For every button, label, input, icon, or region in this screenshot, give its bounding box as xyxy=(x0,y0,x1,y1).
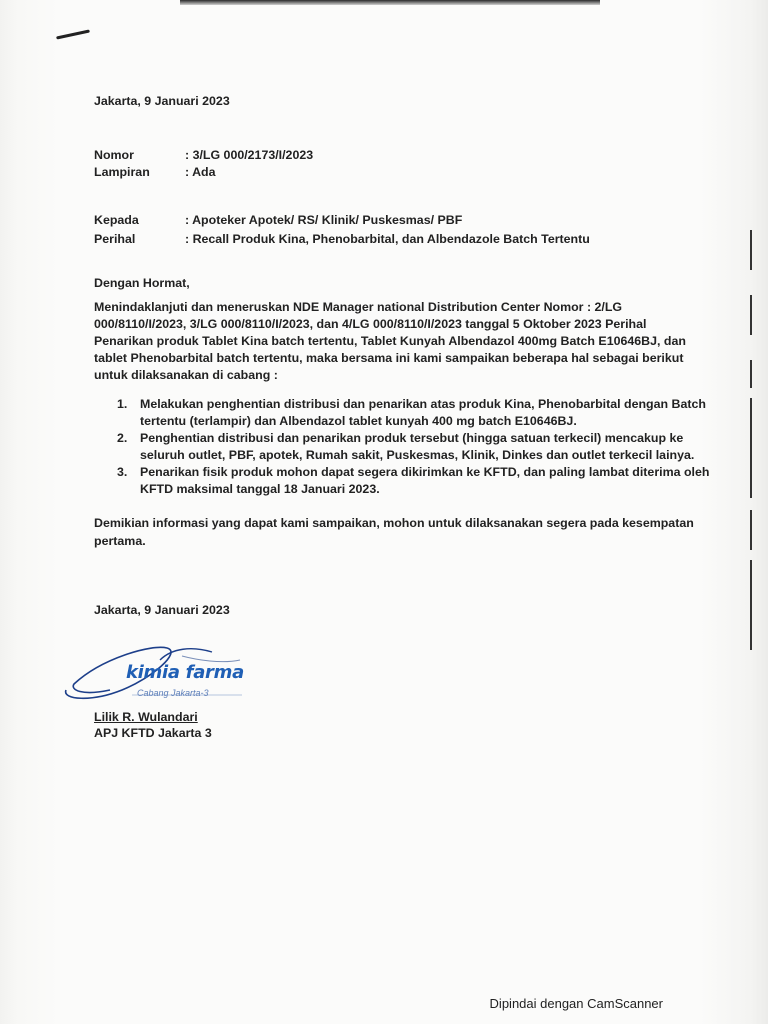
intro-line: Menindaklanjuti dan meneruskan NDE Manager national Distribution Center Nomor : 2/LG xyxy=(94,300,623,314)
sign-date: Jakarta, 9 Januari 2023 xyxy=(94,603,230,617)
letter-date: Jakarta, 9 Januari 2023 xyxy=(94,94,230,108)
list-number: 3. xyxy=(117,465,128,479)
list-item-line: tertentu (terlampir) dan Albendazol tablet kunyah 400 mg batch E10646BJ. xyxy=(140,414,577,428)
signer-name: Lilik R. Wulandari xyxy=(94,710,198,724)
nomor-value: : 3/LG 000/2173/I/2023 xyxy=(185,148,314,162)
margin-mark xyxy=(750,295,752,335)
list-item-line: KFTD maksimal tanggal 18 Januari 2023. xyxy=(140,482,380,496)
margin-mark xyxy=(750,360,752,388)
margin-mark xyxy=(750,230,752,270)
list-item-line: Penarikan fisik produk mohon dapat segera dikirimkan ke KFTD, dan paling lambat diterima oleh xyxy=(140,465,710,479)
margin-mark xyxy=(750,398,752,498)
stamp-branch: Cabang Jakarta-3 xyxy=(137,688,209,698)
camscanner-watermark: Dipindai dengan CamScanner xyxy=(489,996,663,1011)
intro-line: Penarikan produk Tablet Kina batch tertentu, Tablet Kunyah Albendazol 400mg Batch E10646BJ, dan xyxy=(94,334,686,348)
scan-edge-shadow xyxy=(180,0,600,5)
perihal-value: : Recall Produk Kina, Phenobarbital, dan Albendazole Batch Tertentu xyxy=(185,232,590,246)
greeting: Dengan Hormat, xyxy=(94,276,190,290)
lampiran-label: Lampiran xyxy=(94,165,150,179)
nomor-label: Nomor xyxy=(94,148,134,162)
intro-line: tablet Phenobarbital batch tertentu, maka bersama ini kami sampaikan beberapa hal sebagai berikut xyxy=(94,351,684,365)
list-number: 2. xyxy=(117,431,128,445)
list-item-line: Penghentian distribusi dan penarikan produk tersebut (hingga satuan terkecil) mencakup ke xyxy=(140,431,684,445)
lampiran-value: : Ada xyxy=(185,165,216,179)
list-item-line: Melakukan penghentian distribusi dan penarikan atas produk Kina, Phenobarbital dengan Batch xyxy=(140,397,706,411)
closing-line: pertama. xyxy=(94,534,146,548)
margin-mark xyxy=(750,510,752,550)
margin-mark xyxy=(750,560,752,650)
intro-line: 000/8110/I/2023, 3/LG 000/8110/I/2023, dan 4/LG 000/8110/I/2023 tanggal 5 Oktober 2023 Perihal xyxy=(94,317,647,331)
signer-title: APJ KFTD Jakarta 3 xyxy=(94,726,212,740)
list-number: 1. xyxy=(117,397,128,411)
signature-stamp xyxy=(62,640,262,710)
perihal-label: Perihal xyxy=(94,232,136,246)
pen-mark xyxy=(56,29,90,39)
list-item-line: seluruh outlet, PBF, apotek, Rumah sakit, Puskesmas, Klinik, Dinkes dan outlet terkecil lainya. xyxy=(140,448,695,462)
kepada-label: Kepada xyxy=(94,213,139,227)
closing-line: Demikian informasi yang dapat kami sampaikan, mohon untuk dilaksanakan segera pada kesempatan xyxy=(94,516,694,530)
intro-line: untuk dilaksanakan di cabang : xyxy=(94,368,278,382)
kimia-farma-logo: kimia farma xyxy=(126,662,244,683)
kepada-value: : Apoteker Apotek/ RS/ Klinik/ Puskesmas/ PBF xyxy=(185,213,463,227)
